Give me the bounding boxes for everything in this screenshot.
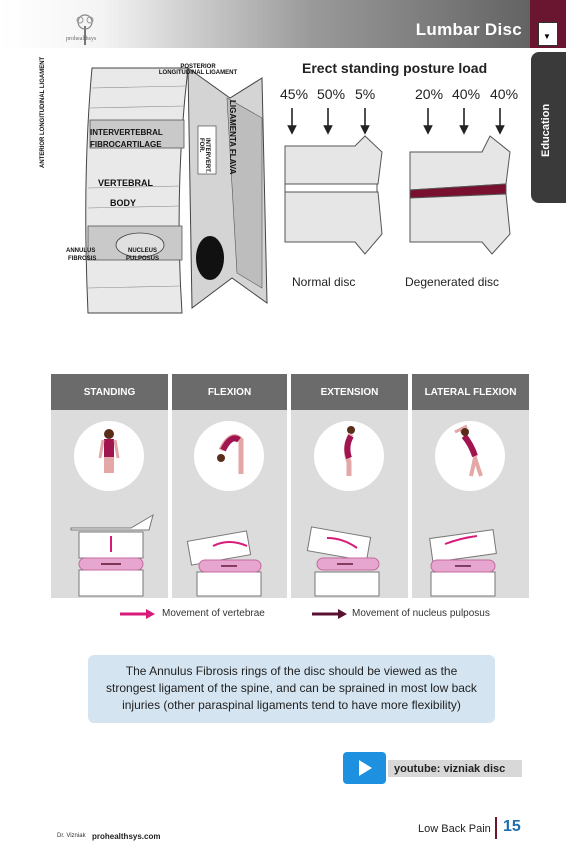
degenerated-load-percent-3: 40% [490,86,519,102]
label-pulposus: PULPOSUS [126,256,160,262]
vertebrae-legend-arrow-icon [120,608,156,620]
standing-figure [74,421,144,491]
panel-header-lateral-flexion: LATERAL FLEXION [412,374,529,410]
movement-illustrations [51,410,529,598]
play-icon [359,760,372,776]
label-fibrosis: FIBROSIS [68,256,97,262]
annulus-info-box: The Annulus Fibrosis rings of the disc should be viewed as the strongest ligament of the spine, and can be sprained in most low back injuries (other paraspinal ligaments tend to have more flexibility) [88,655,495,723]
label-vertebral: VERTEBRAL [98,178,154,188]
education-tab-label: Education [540,103,552,157]
label-intervertebral: INTERVERTEBRAL [90,128,163,137]
panel-header-standing: STANDING [51,374,168,410]
label-body: BODY [110,198,137,208]
extension-figure [314,421,384,491]
normal-load-percent-2: 50% [317,86,346,102]
normal-load-percent-1: 45% [280,86,309,102]
label-intervertebral-foramen: INTERVERT. FOR. [198,138,210,173]
label-annulus: ANNULUS [66,248,96,254]
footer-author: Dr. Vizniak [57,833,86,839]
page-number: 15 [503,818,521,835]
legend-vertebrae-label: Movement of vertebrae [162,608,265,619]
footer-section: Low Back Pain [418,823,491,835]
panel-header-flexion: FLEXION [172,374,287,410]
lateral-flexion-figure [435,421,505,491]
panel-header-extension: EXTENSION [291,374,408,410]
down-arrow-icon: ▼ [543,32,551,41]
footer-site: prohealthsys.com [92,832,161,841]
label-fibrocartilage: FIBROCARTILAGE [90,140,162,149]
logo-text: prohealthsys [66,36,97,42]
load-figure-title: Erect standing posture load [302,60,488,76]
legend-nucleus-label: Movement of nucleus pulposus [352,608,490,619]
label-ligamenta-flava: LIGAMENTA FLAVA [228,100,237,175]
label-posterior-ligament: POSTERIOR LONGITUDINAL LIGAMENT [158,64,238,76]
normal-load-percent-3: 5% [355,86,376,102]
spine-movement-panels [51,374,529,598]
footer-divider [495,817,497,839]
label-anterior-ligament: ANTERIOR LONGITUDINAL LIGAMENT [40,56,46,168]
degenerated-load-percent-1: 20% [415,86,444,102]
normal-disc-caption: Normal disc [292,275,356,289]
nucleus-legend-arrow-icon [312,608,348,620]
degenerated-load-percent-2: 40% [452,86,481,102]
page-title: Lumbar Disc [415,20,522,39]
lumbar-anatomy-illustration [62,58,272,323]
disc-load-diagram [270,104,530,274]
flexion-figure [194,421,264,491]
youtube-link[interactable]: youtube: vizniak disc [388,760,522,777]
degenerated-disc-caption: Degenerated disc [405,275,500,289]
label-nucleus: NUCLEUS [128,248,158,254]
